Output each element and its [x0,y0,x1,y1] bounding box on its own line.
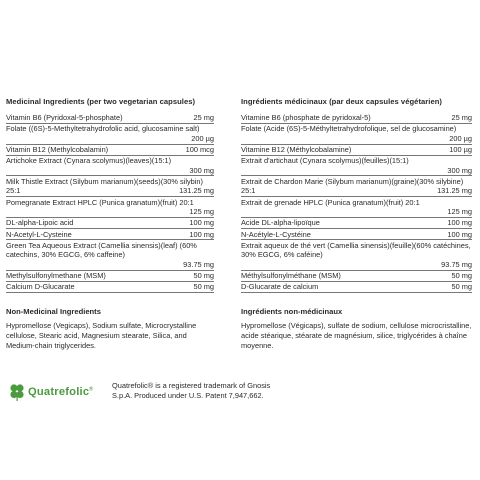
ingredient-name: Vitamine B6 (phosphate de pyridoxal-5) [241,112,371,122]
ingredients-non-medicinaux-text: Hypromellose (Végicaps), sulfate de sodium, cellulose microcristalline, acide stéarique, stéarate de magnésium, silice, triglycérides à chaîne moyenne. [241,320,472,350]
medicinal-ingredients-title: Medicinal Ingredients (per two vegetarian capsules) [6,97,196,106]
ingredient-name: DL-alpha-Lipoic acid [6,218,74,228]
ingredient-name: Acide DL-alpha-lipoïque [241,218,320,228]
ingredient-name: Calcium D-Glucarate [6,282,75,292]
ingredient-row [6,145,214,156]
ingredient-row [241,271,472,282]
ingredient-amount: 50 mg [193,271,214,281]
ingredient-amount: 25 mg [193,112,214,122]
ingredient-amount: 100 µg [449,144,472,154]
trademark-notice: Quatrefolic® is a registered trademark of Gnosis S.p.A. Produced under U.S. Patent 7,947,662. [112,381,271,400]
french-ingredients-column [241,97,472,351]
ingredient-row [6,218,214,229]
ingredient-row [241,156,472,177]
ingredient-row [241,282,472,293]
ingredient-name: Methylsulfonylmethane (MSM) [6,271,106,281]
ingredient-row [241,218,472,229]
ingredient-amount: 125 mg [447,207,472,217]
ingredient-amount: 93.75 mg [441,259,472,269]
ingredient-name: D-Glucarate de calcium [241,282,319,292]
ingredient-row [6,229,214,240]
ingredient-name: Pomegranate Extract HPLC (Punica granatum)(fruit) 20:1 [6,197,194,207]
ingredient-row [6,282,214,293]
ingredients-medicinaux-list [241,113,472,293]
non-medicinal-ingredients-title: Non-Medicinal Ingredients [6,307,101,317]
ingredient-row [241,145,472,156]
ingredient-amount: 50 mg [451,271,472,281]
ingredient-amount: 50 mg [193,282,214,292]
ingredient-amount: 100 mg [447,218,472,228]
ingredient-name: Extrait aqueux de thé vert (Camellia sinensis)(feuille)(60% catéchines, 30% EGCG, 6% caféine) [241,240,471,260]
medicinal-ingredients-list [6,113,214,293]
ingredient-amount: 100 mcg [185,144,214,154]
ingredient-row [6,271,214,282]
ingredient-row [241,197,472,218]
ingredient-name: Folate ((6S)-5-Methyltetrahydrofolic acid, glucosamine salt) [6,124,200,134]
ingredient-name: Artichoke Extract (Cynara scolymus)(leaves)(15:1) [6,156,172,166]
ingredient-name: Vitamin B6 (Pyridoxal-5-phosphate) [6,112,123,122]
ingredient-row [241,229,472,240]
ingredient-amount: 300 mg [447,165,472,175]
ingredient-name: Milk Thistle Extract (Silybum marianum)(seeds)(30% silybin) 25:1 [6,176,203,196]
quatrefolic-logo [8,383,93,401]
ingredient-amount: 50 mg [451,282,472,292]
ingredient-amount: 100 mg [189,229,214,239]
ingredient-row [6,113,214,124]
ingredient-row [6,240,214,270]
ingredient-name: Méthylsulfonylméthane (MSM) [241,271,341,281]
ingredients-non-medicinaux-title: Ingrédients non-médicinaux [241,307,343,317]
ingredients-medicinaux-title: Ingrédients médicinaux (par deux capsules végétarien) [241,97,442,106]
ingredient-amount: 25 mg [451,112,472,122]
ingredient-amount: 93.75 mg [183,259,214,269]
ingredient-name: N-Acétyle-L-Cystéine [241,229,311,239]
ingredient-row [241,124,472,145]
non-medicinal-ingredients-text: Hypromellose (Vegicaps), Sodium sulfate, Microcrystalline cellulose, Stearic acid, Magnesium stearate, Silica, and Medium-chain triglycerides. [6,320,197,350]
ingredient-amount: 131.25 mg [437,186,472,196]
ingredient-name: Folate (Acide (6S)-5-Méthyltetrahydrofolique, sel de glucosamine) [241,124,457,134]
ingredient-amount: 100 mg [189,218,214,228]
ingredient-amount: 125 mg [189,207,214,217]
ingredient-name: Extrait de grenade HPLC (Punica granatum)(fruit) 20:1 [241,197,420,207]
ingredient-amount: 300 mg [189,165,214,175]
ingredient-amount: 200 µg [449,133,472,143]
logo-wordmark: Quatrefolic® [28,386,94,398]
ingredient-row [6,197,214,218]
ingredient-row [241,176,472,197]
ingredient-amount: 100 mg [447,229,472,239]
ingredient-row [6,176,214,197]
ingredient-name: Vitamin B12 (Methylcobalamin) [6,144,109,154]
ingredient-row [6,156,214,177]
ingredient-amount: 200 µg [191,133,214,143]
ingredient-row [241,113,472,124]
ingredient-name: Green Tea Aqueous Extract (Camellia sinensis)(leaf) (60% catechins, 30% EGCG, 6% caffeine) [6,240,197,260]
ingredient-name: N-Acetyl-L-Cysteine [6,229,72,239]
four-leaf-clover-icon [8,383,26,401]
ingredient-row [241,240,472,270]
english-ingredients-column [6,97,214,351]
ingredient-row [6,124,214,145]
ingredient-name: Extrait d'artichaut (Cynara scolymus)(feuilles)(15:1) [241,156,409,166]
ingredient-amount: 131.25 mg [179,186,214,196]
ingredient-name: Extrait de Chardon Marie (Silybum marianum)(graine)(30% silybine) 25:1 [241,176,464,196]
ingredient-name: Vitamine B12 (Méthylcobalamine) [241,144,352,154]
